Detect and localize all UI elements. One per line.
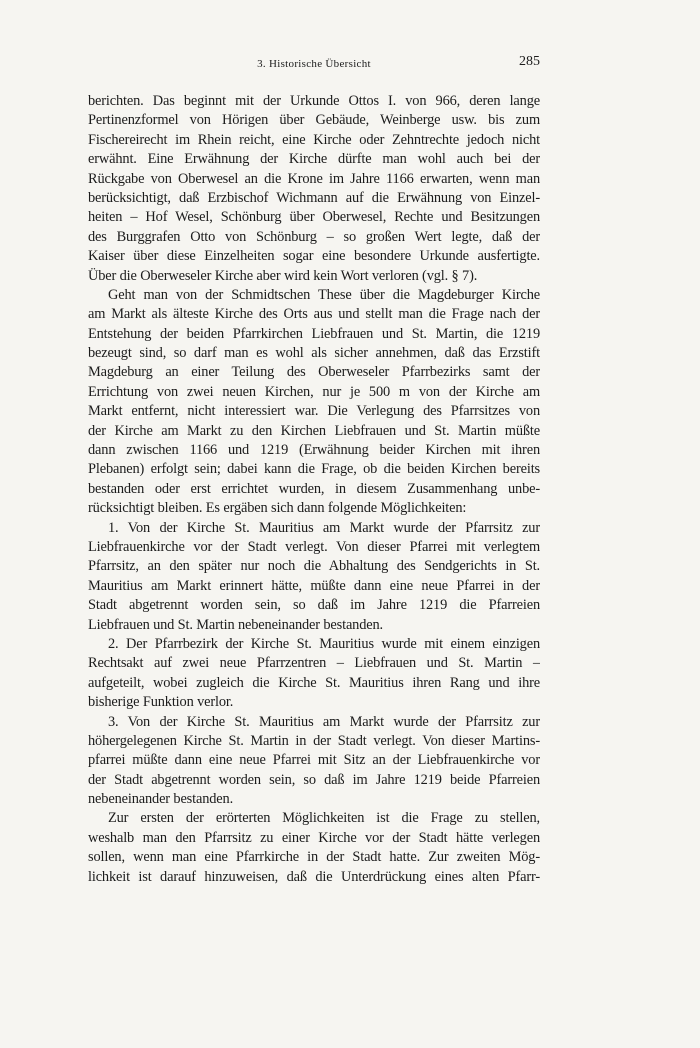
text-line: Liebfrauenkirche vor der Stadt verlegt. Von dieser Pfarrei mit verlegtem [88,538,540,555]
paragraph [88,92,540,286]
text-line: Plebanen) erfolgt sein; dabei kann die Frage, ob die beiden Kirchen bereits [88,461,540,478]
text-line: lichkeit ist darauf hinzuweisen, daß die Unterdrückung eines alten Pfarr- [88,868,540,885]
text-line: des Burggrafen Otto von Schönburg – so großen Wert legte, daß der [88,228,540,245]
text-line: höhergelegenen Kirche St. Martin in der Stadt verlegt. Von dieser Martins- [88,732,540,749]
paragraph [88,635,540,713]
text-line: am Markt als älteste Kirche des Orts aus und stellt man die Frage nach der [88,306,540,323]
section-title: 3. Historische Übersicht [257,58,371,70]
text-line: Rückgabe von Oberwesel an die Krone im Jahre 1166 erwarten, wenn man [88,170,540,187]
text-line: Liebfrauen und St. Martin nebeneinander bestanden. [88,616,383,633]
text-line: 3. Von der Kirche St. Mauritius am Markt wurde der Pfarrsitz zur [108,713,540,730]
text-line: pfarrei müßte dann eine neue Pfarrei mit Sitz an der Liebfrauenkirche vor [88,752,540,769]
text-line: nebeneinander bestanden. [88,791,234,808]
text-line: der Kirche am Markt zu den Kirchen Liebfrauen und St. Martin müßte [88,422,540,439]
text-line: Kaiser über diese Einzelheiten sogar eine besondere Urkunde ausfertigte. [88,248,540,265]
text-line: Fischereirecht im Rhein reicht, eine Kirche oder Zehntrechte jedoch nicht [88,131,540,148]
paragraph [88,519,540,635]
text-line: Mauritius am Markt erinnert hätte, müßte dann eine neue Pfarrei in der [88,577,540,594]
text-line: Rechtsakt auf zwei neue Pfarrzentren – Liebfrauen und St. Martin – [88,655,540,672]
text-line: erwähnt. Eine Erwähnung der Kirche dürfte man wohl auch bei der [88,151,540,168]
text-line: aufgeteilt, wobei zugleich die Kirche St. Mauritius ihren Rang und ihre [88,674,540,691]
text-line: sollen, wenn man eine Pfarrkirche in der Stadt hatte. Zur zweiten Mög- [88,849,540,866]
text-line: rücksichtigt bleiben. Es ergäben sich dann folgende Möglichkeiten: [88,500,467,517]
text-line: Pertinenzformel von Hörigen über Gebäude, Weinberge usw. bis zum [88,112,540,129]
text-line: der Stadt abgetrennt worden sein, so daß im Jahre 1219 beide Pfarreien [88,771,540,788]
text-line: 2. Der Pfarrbezirk der Kirche St. Mauritius wurde mit einem einzigen [108,635,540,652]
text-line: berücksichtigt, daß Erzbischof Wichmann auf die Erwähnung von Einzel- [88,189,540,206]
text-line: Über die Oberweseler Kirche aber wird kein Wort verloren (vgl. § 7). [88,267,478,284]
text-line: Geht man von der Schmidtschen These über die Magdeburger Kirche [108,286,540,303]
text-line: bestanden oder erst errichtet wurden, in diesem Zusammenhang unbe- [88,480,540,497]
paragraph [88,713,540,810]
text-line: berichten. Das beginnt mit der Urkunde Ottos I. von 966, deren lange [88,93,540,109]
text-line: weshalb man den Pfarrsitz zu einer Kirche vor der Stadt hätte verlegen [88,829,540,846]
text-line: dann zwischen 1166 und 1219 (Erwähnung beider Kirchen mit ihren [88,442,540,459]
body-text [88,92,540,887]
paragraph [88,286,540,519]
running-head [88,52,540,76]
text-line: Stadt abgetrennt worden sein, so daß im Jahre 1219 die Pfarreien [88,597,540,614]
text-line: bezeugt sind, so darf man es wohl als sicher annehmen, daß das Erzstift [88,345,540,362]
text-line: 1. Von der Kirche St. Mauritius am Markt wurde der Pfarrsitz zur [108,519,540,536]
text-line: Errichtung von zwei neuen Kirchen, nur je 500 m von der Kirche am [88,383,540,400]
paragraph [88,809,540,887]
text-line: heiten – Hof Wesel, Schönburg über Oberwesel, Rechte und Besitzungen [88,209,540,226]
page-number: 285 [519,54,540,69]
text-line: Markt entfernt, nicht interessiert war. Die Verlegung des Pfarrsitzes von [88,403,540,420]
text-line: Pfarrsitz, an den später nur noch die Abhaltung des Sendgerichts in St. [88,558,540,575]
text-line: bisherige Funktion verlor. [88,694,234,711]
text-line: Zur ersten der erörterten Möglichkeiten ist die Frage zu stellen, [108,810,540,827]
text-line: Magdeburg an einer Teilung des Oberweseler Pfarrbezirks samt der [88,364,540,381]
text-line: Entstehung der beiden Pfarrkirchen Liebfrauen und St. Martin, die 1219 [88,325,540,342]
